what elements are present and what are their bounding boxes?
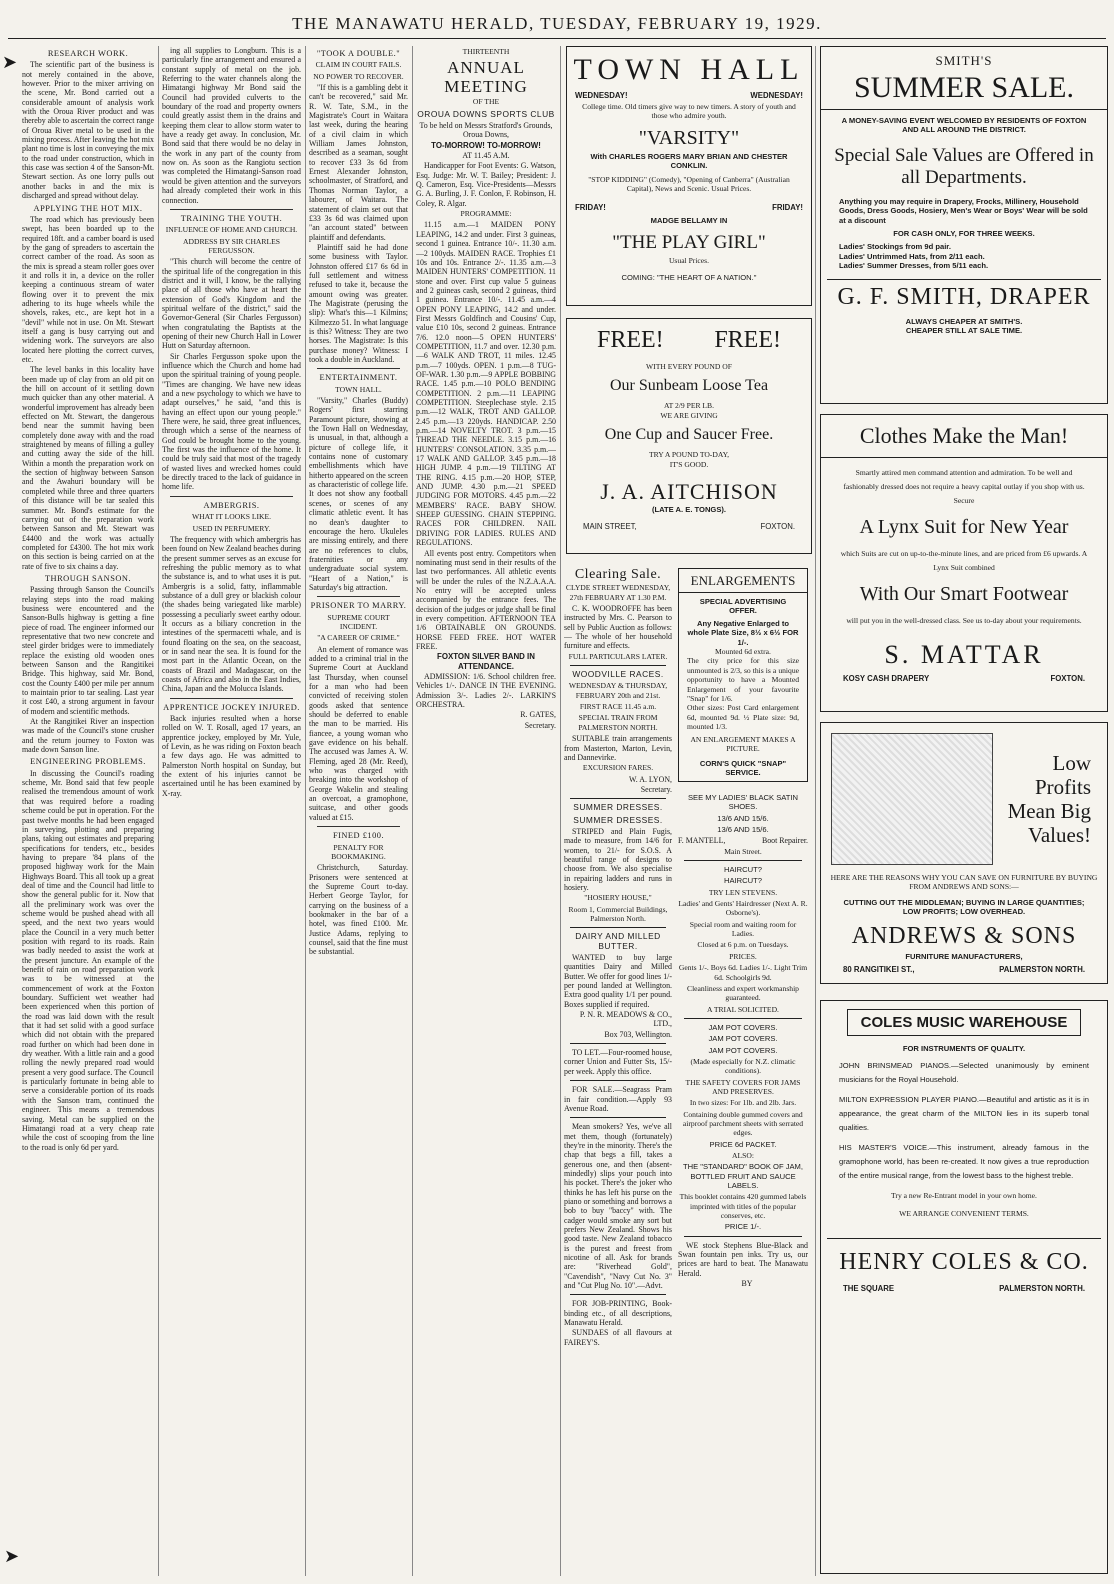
always-cheaper: ALWAYS CHEAPER AT SMITH'S. [905,316,1023,326]
late-tongs: (LATE A. E. TONGS). [651,505,727,515]
andrews-top [821,723,1107,865]
tomorrow: TO-MORROW! TO-MORROW! [431,140,541,150]
sunbeam-tea: Our Sunbeam Loose Tea [609,377,769,395]
henry-coles: HENRY COLES & CO. [839,1249,1089,1276]
andrews-name: ANDREWS & SONS [851,922,1077,949]
admission: ADMISSION: 1/6. School children free. Vehicles 1/-. DANCE IN THE EVENING. Admission 3/-. Ladies 2/-. LARKIN'S ORCHESTRA. [416,671,556,709]
hosiery-house: "HOSIERY HOUSE," [584,893,652,903]
programme-list: 11.15 a.m.—1 MAIDEN PONY LEAPING, 14.2 and under. First 3 guineas, second 1 guinea. Entrance 10/-. 11.30 a.m.—2 100yds. MAIDEN RACE. Trophies £1 10s and 10s. Entrance 2/-. 11.35 a.m.—3 MAIDEN HUNTERS' COMPETITION. 11 stone and over. First cup value 5 guineas and 2 guineas cash, second 2 guineas, third 1 guinea. Entrance 10/-. 11.45 a.m.—4 OPEN PONY LEAPING, 14.2 and under. First Messrs Goldfinch and Cousins' Cup, value £10 10s, second 2 guineas. Entrance 7/6. 12.0 noon—5 OPEN HUNTERS' COMPETITION, 11.7 and over. 12.30 p.m.—6 WALK AND TROT, 11 miles. 12.45 p.m.—7 100yds. OPEN. 1 p.m.—8 TUG-OF-WAR. 1.30 p.m.—9 APPLE BOBBING RACE. 1.45 p.m.—10 POLO BENDING COMPETITION. 2 p.m.—11 LEAPING COMPETITION. Steeplechase style. 2.15 p.m.—12 WALK, TROT AND GALLOP. 2.45 p.m.—13 220yds. HANDICAP. 2.50 p.m.—14 NOVELTY TROT. 3 p.m.—15 THREAD THE NEEDLE. 3.15 p.m.—16 HUNTERS' CONSOLATION. 3.35 p.m.—17 WALK AND GALLOP. 3.45 p.m.—18 HIGH JUMP. 4 p.m.—19 TILTING AT THE RING. 4.15 p.m.—20 HOP, STEP, AND JUMP. 4.30 p.m.—21 SPEED JUDGING FOR MOTORS. 4.45 p.m.—22 MEMBERS' RACE. BABY SHOW. SHEEP GUESSING. CHAIN STEPPING. RACES FOR CHILDREN. NAIL DRIVING FOR LADIES. RULES AND REGULATIONS. [416,220,556,548]
article-paragraph: Plaintiff said he had done some business with Taylor. Johnston offered £17 6s 6d in full settlement and witness refused to take it, because the amount owing was greater. The Magistrate (perusing the slip): What's this—1 Kilmins; Kilmezzo 51. In what language is this? Witness: They are two horses. The Magistrate: Is this purchase money? Witness: I took a double in Auckland. [309,242,408,364]
clearing-body: C. K. WOODROFFE has been instructed by Mrs. C. Pearson to sell by Public Auction as follows:— The whole of her household furniture and effects. [564,604,672,651]
heading-training: TRAINING THE YOUTH. [180,213,283,223]
haircut-2: HAIRCUT? [724,876,762,886]
woodville-races: WOODVILLE RACES. [572,669,664,680]
trial: A TRIAL SOLICITED. [707,1004,779,1014]
coles-address [821,1284,1107,1293]
subheading: CLAIM IN COURT FAILS. [315,60,402,70]
reasons: HERE ARE THE REASONS WHY YOU CAN SAVE ON FURNITURE BY BUYING FROM ANDREWS AND SONS:— [830,873,1098,892]
article-paragraph: Sir Charles Fergusson spoke upon the influence which the Church and home had upon the spiritual training of young people. "Times are changing. We have new ideas and a new psychology to which we have to adapt ourselves," he said, "and this is having an effect upon our young people." There were, he said, three great influences, through which a sense of the nearness of God could be brought home to the young. The first was the influence of the home. It could be truly said that most of the tragedy of wasted lives and wrecked homes could be directly traced to the lack of guidance in home life. [162,351,301,492]
wanted-butter: WANTED to buy large quantities Dairy and Milled Butter. We offer for good lines 1/- per pound landed at Wellington. Extra good quality 1/1 per pound. Boxes supplied if required. [564,953,672,1009]
races-date: WEDNESDAY & THURSDAY, FEBRUARY 20th and 21st. [568,681,668,700]
divider [170,496,293,497]
special-room: Special room and waiting room for Ladies. [689,919,797,939]
divider [570,927,666,928]
for-instruments: FOR INSTRUMENTS OF QUALITY. [902,1044,1026,1053]
divider [570,1117,666,1118]
sundaes: SUNDAES of all flavours at FAIREY'S. [564,1328,672,1347]
low: Low [1052,751,1091,775]
divider [317,368,400,369]
values: Values! [1028,823,1091,847]
price-2: 13/6 AND 15/6. [717,825,769,835]
kosy-cash: KOSY CASH DRAPERY [843,674,930,683]
furniture-illustration [831,733,993,865]
for-sale: FOR SALE.—Seagrass Pram in fair condition.—Apply 93 Avenue Road. [564,1085,672,1113]
haircut-1: HAIRCUT? [724,865,762,875]
venue: To be held on Messrs Stratford's Grounds, Oroua Downs, [419,121,553,140]
address-row [567,522,811,531]
subheading: ADDRESS BY SIR CHARLES FERGUSSON. [183,236,280,255]
andrews-address [821,965,1107,974]
article-paragraph: "Varsity," Charles (Buddy) Rogers' first starring Paramount picture, showing at the Town Hall on Wednesday, is unusual, in that, although a picture of college life, it contains none of customary embellishments which have hitherto appeared on the screen as characteristic of college life. It does not show any football scenes, or scenes of any climatic athletic event. It has no dean's daughter to encourage the hero. Ukuleles are missing entirely, and there are no references to clubs, fraternities or any undergraduate social system. "Heart of a Nation," is Saturday's big attraction. [309,396,408,592]
column-rule [412,46,413,1576]
divider [570,1080,666,1081]
margin-mark-icon: ➤ [2,52,18,72]
jam-2: JAM POT COVERS. [708,1034,778,1044]
its-good: IT'S GOOD. [669,459,709,469]
re-entrant: Try a new Re-Entrant model in your own home. [891,1191,1037,1201]
the-square: THE SQUARE [843,1284,895,1294]
special-train: SPECIAL TRAIN FROM PALMERSTON NORTH. [578,713,658,732]
column-4 [416,46,556,1576]
wednesday-row [567,91,811,100]
makes-picture: AN ENLARGEMENT MAKES A PICTURE. [690,734,796,754]
mattar-name: S. MATTAR [884,640,1044,669]
margin-mark-bottom-icon: ➤ [4,1546,20,1566]
corns-snap: CORN'S QUICK "SNAP" SERVICE. [699,758,787,777]
mantell-street: Main Street. [724,846,762,856]
subheading: WHAT IT LOOKS LIKE. [191,512,272,522]
furniture-manufacturers: FURNITURE MANUFACTURERS, [905,951,1023,961]
clearing-date: CLYDE STREET WEDNESDAY, 27th FEBRUARY AT 1.30 P.M. [565,583,671,602]
we-are-giving: WE ARE GIVING [660,410,718,420]
heading-double: "TOOK A DOUBLE." [316,49,401,58]
mattar-ad [820,414,1108,712]
jam-price: PRICE 6d PACKET. [709,1139,777,1149]
divider [684,1236,802,1237]
aitchison-name: J. A. AITCHISON [600,479,778,505]
lynx-suit: A Lynx Suit for New Year [859,516,1069,538]
clearing-title: Clearing Sale. [574,567,662,582]
article-paragraph: Passing through Sanson the Council's relaying steps into the road making business were encountered and the Sanson-Bulls highway is getting a fine piece of road. The engineer informed our representative that two new concrete and steel girder bridges were to immediately replace the existing old wooden ones between Sanson and the Rangitikei Bridge. This highway, said Mr. Bond, cost the County £400 per mile per annum to maintain prior to tar sealing. Last year it cost £40, a strong argument in favour of modern and scientific methods. [22,585,154,716]
cleanliness: Cleanliness and expert workmanship guaranteed. [687,983,799,1003]
first-race: FIRST RACE 11.45 a.m. [579,702,657,712]
black-satin: SEE MY LADIES' BLACK SATIN SHOES. [687,793,799,812]
hosiery-address: Room 1, Commercial Buildings, Palmerston North. [568,904,668,923]
start-time: AT 11.45 A.M. [462,151,510,161]
divider [570,1294,666,1295]
subheading: "A CAREER OF CRIME." [317,633,400,643]
standard-book: THE "STANDARD" BOOK OF JAM, BOTTLED FRUIT AND SAUCE LABELS. [682,1162,803,1191]
dairy-butter: DAIRY AND MILLED BUTTER. [575,931,661,951]
heading-jockey: APPRENTICE JOCKEY INJURED. [163,702,300,712]
subheading: INFLUENCE OF HOME AND CHURCH. [165,225,298,235]
dresses: Ladies' Summer Dresses, from 5/11 each. [839,261,989,271]
cup-saucer: One Cup and Saucer Free. [604,426,774,444]
profits: Profits [1034,775,1091,799]
mattar-row [821,674,1107,683]
band: FOXTON SILVER BAND IN ATTENDANCE. [437,652,535,671]
smiths-sale-ad [820,46,1108,404]
which-suits: which Suits are cut on up-to-the-minute lines, and are priced from £6 upwards. A Lynx Suit combined [840,549,1088,572]
main-street: MAIN STREET, [583,522,637,532]
any-negative: Any Negative Enlarged to whole Plate Size, 8½ x 6½ FOR 1/-. [687,618,799,647]
programme-heading: PROGRAMME: [460,209,512,219]
divider [570,665,666,666]
smith-draper: G. F. SMITH, DRAPER [837,283,1091,310]
free-left: FREE! [597,327,664,353]
prices-heading: PRICES. [729,951,757,961]
divider [570,1043,666,1044]
len-stevens: TRY LEN STEVENS. [708,887,778,897]
article-paragraph: At the Rangitikei River an inspection was made of the Council's stone crusher and the return journey to Foxton was made down Sanson line. [22,717,154,755]
enlargements-ad [678,568,808,782]
city-price: The city price for this size unmounted is 2/3, so this is a unique opportunity to have a Mounted Enlargement of your favourite "Snap" for 1/6. [687,656,799,704]
article-paragraph: Back injuries resulted when a horse rolled on W. T. Rosall, aged 17 years, an apprentice jockey, employed by Mr. Yule, of Levin, as he was riding on Foxton beach a few days ago. He was admitted to Palmerston North hospital on Sunday, but the extent of his injuries cannot be ascertained until he has been examined by X-ray. [162,714,301,798]
races-secretary-title: Secretary. [640,784,672,794]
column-rule [305,46,306,1576]
divider [170,209,293,210]
madge: MADGE BELLAMY IN [650,216,728,226]
article-paragraph: "If this is a gambling debt it can't be recovered," said Mr. R. W. Tate, S.M., in the Magistrate's Court in Waitara last week, during the hearing of a civil claim in which William James Johnston, described as a seaman, sought to recover £33 3s 6d from Ernest Alexander Johnston, schoolmaster, of Stratford, and Thomas Norman Taylor, a labourer, of Waitara. The statement of claim set out that £33 3s 6d was claimed upon "an account stated" between plaintiff and defendants. [309,83,408,242]
try-pound: TRY A POUND TO-DAY, [648,450,730,460]
price-1: 13/6 AND 15/6. [717,813,769,823]
train-arrangements: SUITABLE train arrangements from Masterton, Marton, Levin, and Dannevirke. [564,734,672,762]
summer-dresses: SUMMER DRESSES. [573,802,663,813]
special-offer: SPECIAL ADVERTISING OFFER. [699,597,787,616]
heading-prisoner: PRISONER TO MARRY. [310,601,407,611]
anything: Anything you may require in Drapery, Frocks, Millinery, Household Goods, Dress Goods, Hosiery, Men's Wear or Boys' Wear will be sold at a discount [839,196,1088,225]
clearing-later: FULL PARTICULARS LATER. [568,651,668,661]
article-paragraph: Christchurch, Saturday. Prisoners were sentenced at the Supreme Court to-day. Herbert George Taylor, for carrying on the business of a bookmaker in the bar of a hotel, was fined £100. Mr. Justice Adams, replying to counsel, said that the fine must be substantial. [309,863,408,957]
money-saving: A MONEY-SAVING EVENT WELCOMED BY RESIDENTS OF FOXTON AND ALL AROUND THE DISTRICT. [841,116,1087,135]
heading-entertainment: ENTERTAINMENT. [319,373,398,383]
heading-hot-mix: APPLYING THE HOT MIX. [33,203,143,213]
jam-3: JAM POT COVERS. [708,1045,778,1055]
closed: Closed at 6 p.m. on Tuesdays. [697,940,789,950]
mantell: F. MANTELL, [678,836,726,846]
jam-safety: THE SAFETY COVERS FOR JAMS AND PRESERVES. [685,1077,801,1096]
club-name: OROUA DOWNS SPORTS CLUB [417,108,555,119]
mean-big: Mean Big [1007,799,1091,823]
free-right: FREE! [714,327,781,353]
heading-research: RESEARCH WORK. [47,49,129,58]
divider [684,1018,802,1019]
subheading: TOWN HALL. [335,384,382,394]
wednesday-right: WEDNESDAY! [750,91,803,100]
milton: MILTON EXPRESSION PLAYER PIANO.—Beautiful and artistic as it is in appearance, the great charm of the MILTON lies in its superb tonal qualities. [839,1095,1089,1133]
column-rule [560,46,561,1576]
book-price: PRICE 1/-. [724,1222,762,1232]
column-rule [158,46,159,1576]
friday-row [567,203,811,212]
column-2 [162,46,301,1576]
by-label: BY [741,1279,753,1289]
job-printing: FOR JOB-PRINTING, Book-binding etc., of all descriptions, Manawatu Herald. [564,1299,672,1328]
article-paragraph: The scientific part of the business is not merely contained in the above, however. Prior to the mixer arriving on the scene, Mr. Bond carried out a considerable amount of analysis work with the Oroua River product and was thereby able to ascertain the correct range of Oroua River metal to be used in the mixing process. After leaving the hot mix plant no time is lost in conveying the mix to the road under construction, which in this case was section 4 of the Sanson-Mt. Stewart section. As one lorry pulls out another backs in and the mix is discharged and spread without delay. [22,60,154,201]
summer-sale-title: SUMMER SALE. [821,71,1107,110]
mantell-column [678,792,808,1576]
tea-price: AT 2/9 PER LB. [663,401,715,411]
mounted-extra: Mounted 6d extra. [715,647,771,657]
subheading: SUPREME COURT INCIDENT. [327,612,390,631]
divider [170,698,293,699]
subheading: USED IN PERFUMERY. [192,523,271,533]
aitchison-tea-ad [566,318,812,554]
supports: "STOP KIDDING" (Comedy), "Opening of Canberra" (Australian Capital), News and Scenic. Usual Prices. [588,174,790,194]
article-paragraph: An element of romance was added to a criminal trial in the Supreme Court at Auckland last Thursday, when counsel for a man who had been convicted of receiving stolen goods asked that sentence should be deferred to enable the man to be married. His fiancee, a young woman who gave evidence on his behalf. The accused was James A. W. Fleming, aged 28 (Mr. Reed), who was charged with breaking into the workshop of George Wakelin and stealing an overcoat, a gramophone, suitcase, and other goods valued at £15. [309,644,408,822]
coming: COMING: "THE HEART OF A NATION." [621,273,757,283]
annual-meeting-title: ANNUAL MEETING [444,58,528,97]
also: ALSO: [732,1151,754,1160]
striped-fugis: STRIPED and Plain Fugis, made to measure, from 14/6 for women, to 21/- for S.O.S. A beautiful range of designs to choose from. We also specialise in repairing ladders and runs in hosiery. [564,826,672,892]
to-let: TO LET.—Four-roomed house, corner Union and Futter Sts, 15/- per week. Apply this office. [564,1048,672,1076]
excursion-fares: EXCURSION FARES. [582,763,654,773]
subheading: NO POWER TO RECOVER. [313,71,404,81]
hats: Ladies' Untrimmed Hats, from 2/11 each. [839,251,985,261]
meadows: P. N. R. MEADOWS & CO., LTD., [579,1010,672,1029]
boot-repairer: Boot Repairer. [761,836,808,846]
summer-dresses-2: SUMMER DRESSES. [573,814,663,825]
town-hall-ad [566,46,812,306]
jam-contain: Containing double gummed covers and airproof parchment sheets with serrated edges. [682,1109,804,1138]
jam-sizes: In two sizes: For 1lb. and 2lb. Jars. [689,1098,797,1108]
clothes-title: Clothes Make the Man! [821,423,1107,458]
friday-left: FRIDAY! [575,203,606,213]
terms: WE ARRANGE CONVENIENT TERMS. [899,1208,1029,1218]
cheaper-still: CHEAPER STILL AT SALE TIME. [905,326,1023,336]
hairdresser: Ladies' and Gents' Hairdresser (Next A. R. Osborne's). [678,899,808,918]
clearing-sale-column [564,566,672,1576]
book-body: This booklet contains 420 gummed labels imprinted with titles of the popular conserves, etc. [679,1192,807,1221]
smiths: SMITH'S [935,53,993,68]
jam-made: (Made especially for N.Z. climatic conditions). [690,1056,796,1076]
mean-smokers: Mean smokers? Yes, we've all met them, though (fortunately) they're in the minority. There's the chap that begs a fill, takes a generous one, and then (absent-mindedly) slips your pouch into his pocket. There's the joker who thinks he has left his purse on the piano or something and borrows a bob to buy "baccy" with. The cadger would smoke any sort but prefers New Zealand. Shows his good taste. New Zealand tobacco is the purest and freest from nicotine of all. Ask for brands are: "Riverhead Gold", "Cavendish", "Navy Cut No. 3" and "Cut Plug No. 10".—Advt. [564,1122,672,1291]
article-paragraph: The frequency with which ambergris has been found on New Zealand beaches during the present summer serves as an excuse for refreshing the public memory as to what the substance is, and to what uses it is put. Ambergris is a solid, fatty, inflammable substance of a dull grey or blackish colour (the shades being variegated like marble) possessing a peculiarly sweet earthy odour. It occurs as a biliary concretion in the intestines of the spermacetti whale, and is found floating on the sea, on the seacoast, or in sand near the sea. It is found for the most part in the Atlantic Ocean, on the coasts of Brazil and Madagascar, on the coasts of Africa and also in the East Indies, China, Japan and the Molucca Islands. [162,534,301,694]
article-paragraph: The level banks in this locality have been made up of clay from an old pit on the hill on account of it settling down much quicker than any other material. A wonderful improvement has already been effected on Mt. Stewart, the dangerous bend near the summit having been completely done away with and the road straightened by means of filling a gulley and cutting away the side of the hill. Within a month the preparation work on the section of highway between Sanson and the Awahuri boundary will be completed while three and three quarters of this distance will be tar sealed this summer. Mr. Bond's estimate for the carrying out of the preparation work between Sanson and Mt. Stewart was £4400 and the work was actually completed for £4300. The hot mix work on this section is being carried on at the rate of five to six chains a day. [22,365,154,571]
cash-only: FOR CASH ONLY, FOR THREE WEEKS. [893,229,1035,239]
masthead-rule [8,38,1106,39]
coles-palmerston: PALMERSTON NORTH. [999,1284,1085,1294]
column-1 [22,46,154,1576]
enlargements-title: ENLARGEMENTS [679,573,807,593]
article-paragraph: "This church will become the centre of the spiritual life of the congregation in this district and it will, I know, be the rallying place of all those who have at heart the extension of God's Kingdom and the spiritual welfare of the district," said the Governor-General (Sir Charles Fergusson) when congratulating the Baptists at the opening of their new Church Hall in Lower Hutt on Saturday afternoon. [162,257,301,351]
town-hall-title: TOWN HALL [573,53,805,86]
rules: All events post entry. Competitors when nominating must send in their results of the last two performances. All athletic events will be under the rules of the N.Z.A.A.A. No entry will be accepted unless accompanied by the entrance fees. The decision of the judges or judge shall be final in every competition. AFTERNOON TEA 1/6 OBTAINABLE ON GROUNDS. HORSE FEED FREE. HOT WATER FREE. [416,548,556,651]
annual-of: OF THE [472,97,500,107]
heading-ambergris: AMBERGRIS. [203,500,260,510]
meadows-box: Box 703, Wellington. [604,1029,672,1039]
officials: Handicapper for Foot Events: G. Watson, Esq. Judge: Mr. W. T. Bailey; President: J. Q. Cameron, Esq. Vice-Presidents—Messrs G. A. Burling, J. F. Conlon, F. Robinson, H. Coley, R. Algar. [416,161,556,208]
smart-footwear: With Our Smart Footwear [859,583,1069,605]
article-paragraph: In discussing the Council's roading scheme, Mr. Bond said that few people realised the tremendous amount of work that was required before a roading scheme could be put in operation. For the past twelve months he had been engaged in surveying, plotting and preparing plans, taking out estimates and preparing specifications for tenders, etc., besides having to prepare '84 plans of the proposed highway work for the Main Highways Board. This all took up a great deal of time and the Council had little to show the general public for it. Now that all the preliminary work was over the scheme would be pushed ahead with all speed, and the next two years would place the Council in a very much better position with regard to its roads. Rain was badly needed to assist the work at the present juncture. An example of the benefit of rain on road preparation work was to be witnessed at the commencement of work at the Foxton boundary. Sufficient wet weather had been experienced when this portion of the road was laid down with the result that it had set solid with a good surface which did not obtain with the prepared road further on which had been done in dry weather. With a little rain and a good rolling the newly prepared road would present a very good surface. The Council is particularly fortunate in being able to serve a considerable portion of its roads with the Sanson tram, continued the engineer. This means a tremendous saving. Metal can be supplied on the Himatangi road at a very cheap rate while the cost of scooping from the line to the road is only 6d per yard. [22,768,154,1152]
divider [317,826,400,827]
heading-through-sanson: THROUGH SANSON. [44,573,132,583]
mantell-row [678,836,808,845]
usual-prices: Usual Prices. [668,255,710,265]
column-3 [309,46,408,1576]
free-row [567,319,811,356]
andrews-ad [820,722,1108,984]
stephens-inks: WE stock Stephens Blue-Black and Swan fountain pen inks. Try us, our prices are hard to beat. The Manawatu Herald. [678,1240,808,1278]
stockings: Ladies' Stockings from 9d pair. [839,242,951,252]
coles-title: COLES MUSIC WAREHOUSE [847,1009,1081,1036]
heading-engineering: ENGINEERING PROBLEMS. [30,757,146,767]
well-dressed: will put you in the well-dressed class. See us to-day about your requirements. [846,616,1082,625]
cast: With CHARLES ROGERS MARY BRIAN AND CHESTER CONKLIN. [590,151,788,171]
other-sizes: Other sizes: Post Card enlargement 6d, mounted 9d. ½ Plate size: 9d, mounted 1/3. [687,703,799,732]
jam-1: JAM POT COVERS. [708,1022,778,1032]
divider [684,860,802,861]
rangitikei-st: 80 RANGITIKEI ST., [843,965,915,975]
divider [570,798,666,799]
annual-label: THIRTEENTH [462,47,510,56]
signature-title: Secretary. [524,720,556,730]
varsity-title: "VARSITY" [638,126,740,149]
low-profits [993,751,1097,847]
article-paragraph: The road which has previously been swept, has been boarded up to the required 18ft. and a camber board is used by the gang of spreaders to ascertain the correct camber of the road. As soon as the mix is spread a steam roller goes over it and rolls it in, a device on the roller keeping a continuous stream of water flowing over it to prevent the mix adhering to its huge wheels while the shovels, rakes, etc., are kept hot in a "devil" while not in use. On Mt. Stewart itself a gang is busy carrying out and widening work. The surveyors are also located here plotting the correct curves, etc. [22,214,154,364]
play-girl-title: "THE PLAY GIRL" [612,231,766,253]
article-paragraph: ing all supplies to Longburn. This is a particularly fine arrangement and ensured a constant supply of metal on the job. Referring to the water channels along the Himatangi highway Mr Bond said the Council had provided culverts to the boundary of the road and property owners could greatly assist them in the drains and keeping them clear to allow storm water to have a ready get away. In conclusion, Mr. Bond said that there would be no delay in the work in any part of the county from now on. As soon as the Rangiotu section was completed the Himatangi-Sanson road would be given attention and the surveyors had already completed their work in this connection. [162,46,301,205]
price-list: Gents 1/-. Boys 6d. Ladies 1/-. Light Trim 6d. Schoolgirls 9d. [678,963,808,982]
his-masters-voice: HIS MASTER'S VOICE.—This instrument, already famous in the gramophone world, has been re-created. It now gives a true reproduction of the entire musical range, from the lowest bass to the highest treble. [839,1143,1089,1181]
masthead: THE MANAWATU HERALD, TUESDAY, FEBRUARY 19, 1929. [292,14,822,33]
column-rule [815,46,816,1576]
wednesday-left: WEDNESDAY! [575,91,628,100]
subheading: PENALTY FOR BOOKMAKING. [331,842,386,861]
special-values: Special Sale Values are Offered in all Departments. [834,144,1094,188]
smartly: Smartly attired men command attention and admiration. To be well and fashionably dressed does not require a heavy capital outlay if you shop with us. Secure [843,468,1085,505]
races-secretary-name: W. A. LYON, [629,774,672,784]
college-line: College time. Old timers give way to new timers. A story of youth and those who admire youth. [582,102,796,121]
brinsmead: JOHN BRINSMEAD PIANOS.—Selected unanimously by eminent musicians for the Royal Household. [839,1061,1089,1085]
heading-fined: FINED £100. [332,831,385,841]
foxton: FOXTON. [760,522,795,532]
friday-right: FRIDAY! [772,203,803,213]
mattar-foxton: FOXTON. [1050,674,1085,683]
divider [317,596,400,597]
with-every: WITH EVERY POUND OF [646,362,732,371]
palmerston-north: PALMERSTON NORTH. [999,965,1085,975]
coles-music-ad [820,1000,1108,1574]
signature-name: R. GATES, [520,710,556,720]
cutting-out: CUTTING OUT THE MIDDLEMAN; BUYING IN LARGE QUANTITIES; LOW PROFITS; LOW OVERHEAD. [843,897,1085,917]
